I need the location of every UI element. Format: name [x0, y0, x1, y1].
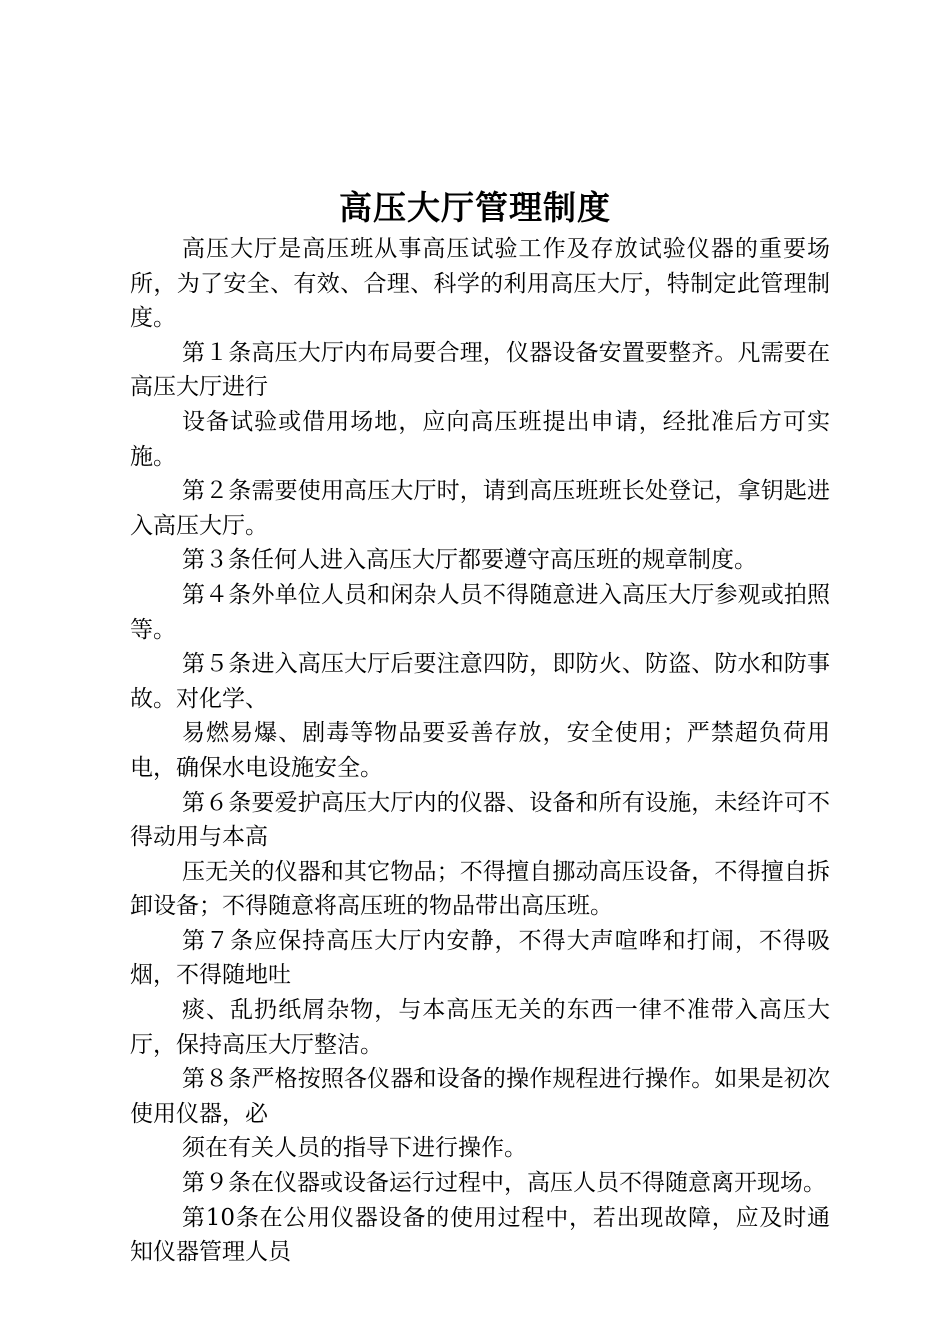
paragraph-article-2: 第２条需要使用高压大厅时，请到高压班班长处登记，拿钥匙进入高压大厅。	[130, 478, 830, 539]
paragraph-article-5: 第５条进入高压大厅后要注意四防，即防火、防盗、防水和防事故。对化学、	[130, 651, 830, 712]
paragraph-article-6: 第６条要爱护高压大厅内的仪器、设备和所有设施，未经许可不得动用与本高	[130, 789, 830, 851]
paragraph-intro: 高压大厅是高压班从事高压试验工作及存放试验仪器的重要场所，为了安全、有效、合理、科学的利用高压大厅，特制定此管理制度。	[130, 236, 830, 332]
paragraph-article-8: 第８条严格按照各仪器和设备的操作规程进行操作。如果是初次使用仪器，必	[130, 1066, 830, 1127]
paragraph-article-10: 第10条在公用仪器设备的使用过程中，若出现故障，应及时通知仪器管理人员	[130, 1204, 830, 1266]
paragraph-article-8-cont: 须在有关人员的指导下进行操作。	[182, 1135, 527, 1162]
paragraph-article-3: 第３条任何人进入高压大厅都要遵守高压班的规章制度。	[182, 547, 757, 574]
document-title: 高压大厅管理制度	[339, 188, 611, 227]
paragraph-article-1: 第１条高压大厅内布局要合理，仪器设备安置要整齐。凡需要在高压大厅进行	[130, 339, 830, 401]
paragraph-article-4: 第４条外单位人员和闲杂人员不得随意进入高压大厅参观或拍照等。	[130, 581, 830, 643]
paragraph-article-7: 第７条应保持高压大厅内安静，不得大声喧哗和打闹，不得吸烟，不得随地吐	[130, 927, 830, 989]
paragraph-article-1-cont: 设备试验或借用场地，应向高压班提出申请，经批准后方可实施。	[130, 408, 830, 470]
paragraph-article-7-cont: 痰、乱扔纸屑杂物，与本高压无关的东西一律不准带入高压大厅，保持高压大厅整洁。	[130, 997, 830, 1058]
document-body	[130, 232, 830, 1270]
paragraph-article-9: 第９条在仪器或设备运行过程中，高压人员不得随意离开现场。	[182, 1170, 826, 1197]
paragraph-article-5-cont: 易燃易爆、剧毒等物品要妥善存放，安全使用；严禁超负荷用电，确保水电设施安全。	[130, 720, 830, 781]
paragraph-article-6-cont: 压无关的仪器和其它物品；不得擅自挪动高压设备，不得擅自拆卸设备；不得随意将高压班的物品带出高压班。	[130, 858, 830, 920]
